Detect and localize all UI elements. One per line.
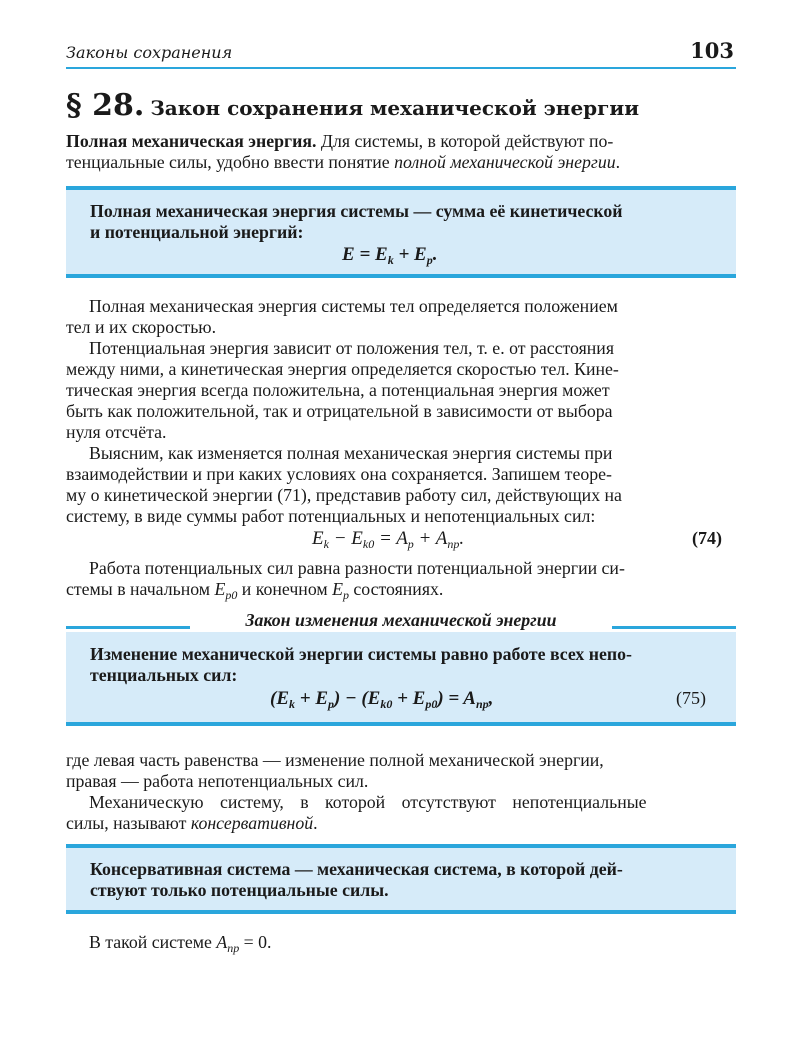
conservative-line-1: Консервативная система — механическая система, в которой дей- (90, 859, 623, 879)
f75-sub-k0: k0 (380, 697, 393, 711)
eq74-equals: = (374, 528, 397, 549)
law-heading-rule-left (66, 626, 190, 629)
paragraph-2-line-2: между ними, а кинетическая энергия определяется скоростью тел. Кине- (66, 359, 619, 379)
paragraph-2-line-5: нуля отсчёта. (66, 422, 167, 442)
paragraph-4-text-a: стемы в начальном (66, 579, 215, 599)
intro-end: . (615, 152, 621, 172)
paragraph-5 (66, 750, 736, 792)
paragraph-2 (66, 338, 736, 443)
paragraph-1-line-2: тел и их скоростью. (66, 317, 217, 337)
formula-plus: + (393, 244, 415, 265)
paragraph-5-line-2: правая — работа непотенциальных сил. (66, 771, 369, 791)
definition-line-2: и потенциальной энергий: (90, 222, 304, 242)
eq74-ap: A (396, 528, 408, 549)
f75-sub-k: k (289, 697, 295, 711)
header-rule (66, 67, 736, 69)
paragraph-2-line-4: быть как положительной, так и отрицательной в зависимости от выбора (66, 401, 613, 421)
eq74-sub-np: пр (447, 537, 460, 551)
paragraph-4-sub-p: p (342, 588, 349, 602)
equation-number-75: (75) (676, 688, 706, 708)
paragraph-5-line-1: где левая часть равенства — изменение полной механической энергии, (66, 750, 604, 770)
paragraph-6-term: консервативной (190, 813, 314, 833)
eq74-ek0: E (351, 528, 363, 549)
paragraph-3-line-2: взаимодействии и при каких условиях она сохраняется. Запишем теоре- (66, 464, 612, 484)
paragraph-4-line-1: Работа потенциальных сил равна разности потенциальной энергии си- (89, 558, 625, 578)
f75-part-5: ) = A (437, 688, 476, 709)
paragraph-6-line-1: Механическую систему, в которой отсутствуют непотенциальные (89, 792, 647, 812)
eq74-plus: + (413, 528, 436, 549)
final-sub-np: пр (227, 941, 240, 955)
paragraph-2-line-1: Потенциальная энергия зависит от положения тел, т. е. от расстояния (89, 338, 614, 358)
page-header (66, 40, 736, 66)
law-heading-rule-right (612, 626, 736, 629)
law-text (90, 644, 710, 686)
eq74-sub-k0: k0 (362, 537, 375, 551)
intro-paragraph (66, 131, 736, 173)
paragraph-3-line-3: му о кинетической энергии (71), представив работу сил, действующих на (66, 485, 622, 505)
paragraph-2-line-3: тическая энергия всегда положительна, а потенциальная энергия может (66, 380, 610, 400)
formula-dot: . (432, 244, 438, 265)
equation-74 (312, 528, 464, 552)
section-title (66, 88, 746, 123)
definition-box-energy (66, 186, 736, 278)
final-text: В такой системе (89, 932, 217, 952)
formula-symbol-ek: E (375, 244, 388, 265)
paragraph-6-text-b: . (313, 813, 318, 833)
paragraph-4-ep0: E (214, 579, 226, 599)
f75-part-2: + E (295, 688, 328, 709)
eq74-dot: . (459, 528, 465, 549)
f75-part-1: (E (270, 688, 289, 709)
f75-sub-np: пр (475, 697, 489, 711)
f75-sub-p0: p0 (425, 697, 438, 711)
paragraph-3 (66, 443, 736, 527)
eq74-anp: A (435, 528, 448, 549)
intro-term: полной механической энергии (394, 152, 616, 172)
intro-text-2: тенциальные силы, удобно ввести понятие (66, 152, 395, 172)
running-title: Законы сохранения (66, 43, 233, 62)
formula-symbol-ep: E (414, 244, 427, 265)
paragraph-6 (66, 792, 736, 834)
formula-sub-p: p (426, 253, 433, 267)
law-heading-label: Закон изменения механической энергии (245, 610, 557, 630)
paragraph-3-line-4: систему, в виде суммы работ потенциальных и непотенциальных сил: (66, 506, 596, 526)
paragraph-4 (66, 558, 736, 606)
law-line-1: Изменение механической энергии системы равно работе всех непо- (90, 644, 632, 664)
conservative-text (90, 859, 710, 901)
paragraph-4-ep: E (332, 579, 343, 599)
eq74-sub-k: k (323, 537, 329, 551)
law-line-2: тенциальных сил: (90, 665, 238, 685)
intro-lead: Полная механическая энергия. (66, 131, 317, 151)
f75-part-4: + E (392, 688, 426, 709)
paragraph-4-sub-p0: p0 (225, 588, 238, 602)
final-equals-zero: = 0. (239, 932, 272, 952)
section-heading: Закон сохранения механической энергии (150, 96, 640, 120)
f75-comma: , (488, 688, 494, 709)
paragraph-6-text-a: силы, называют (66, 813, 191, 833)
paragraph-4-text-c: состояниях. (348, 579, 444, 599)
formula-equals: = (354, 244, 376, 265)
f75-part-3: ) − (E (334, 688, 381, 709)
law-heading (66, 610, 736, 632)
definition-text (90, 201, 710, 243)
law-box (66, 632, 736, 726)
paragraph-1 (66, 296, 736, 338)
formula-sub-k: k (387, 253, 394, 267)
paragraph-1-line-1: Полная механическая энергия системы тел определяется положением (89, 296, 618, 316)
eq74-ek: E (312, 528, 324, 549)
paragraph-4-text-b: и конечном (237, 579, 333, 599)
formula-75 (270, 688, 493, 712)
section-number: § 28. (66, 88, 145, 123)
final-a: A (216, 932, 228, 952)
intro-text-1: Для системы, в которой действуют по- (316, 131, 614, 151)
formula-symbol-e: E (342, 244, 355, 265)
page-number: 103 (690, 38, 734, 63)
final-paragraph (66, 932, 736, 959)
paragraph-3-line-1: Выясним, как изменяется полная механическая энергия системы при (89, 443, 613, 463)
eq74-sub-p: p (407, 537, 414, 551)
definition-line-1: Полная механическая энергия системы — сумма её кинетической (90, 201, 623, 221)
definition-box-conservative (66, 844, 736, 914)
conservative-line-2: ствуют только потенциальные силы. (90, 880, 389, 900)
formula-total-energy (342, 244, 437, 268)
eq74-minus: − (328, 528, 352, 549)
f75-sub-p: p (328, 697, 334, 711)
equation-number-74: (74) (692, 528, 722, 548)
